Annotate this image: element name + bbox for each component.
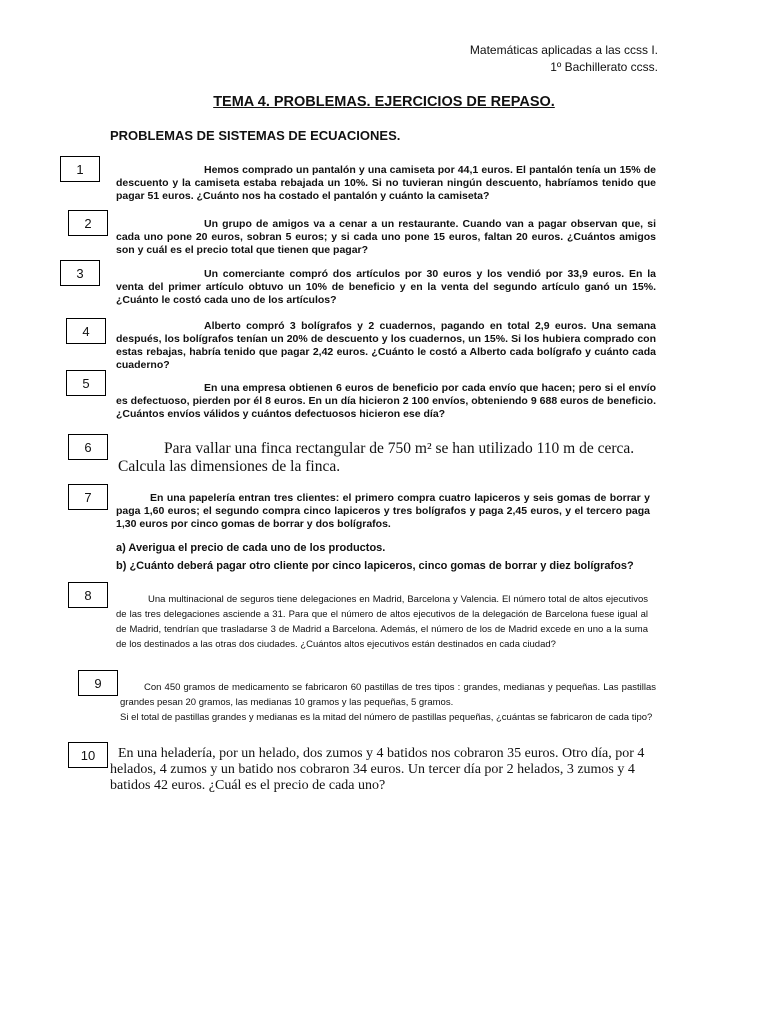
problem-text: Para vallar una finca rectangular de 750 m² se han utilizado 110 m de cerca. Calcula las dimensiones de la finca. xyxy=(118,440,635,475)
problem-number-box: 3 xyxy=(60,260,100,286)
problem-number-box: 4 xyxy=(66,318,106,344)
problem-text: Un grupo de amigos va a cenar a un restaurante. Cuando van a pagar observan que, si cada uno pone 20 euros, sobran 5 euros; y si cada uno pone 15 euros, faltan 20 euros. ¿Cuántos amigos son y cuál es el precio total que tienen que pagar? xyxy=(116,218,656,256)
document-header xyxy=(470,42,658,76)
problem-subquestion-b: b) ¿Cuánto deberá pagar otro cliente por cinco lapiceros, cinco gomas de borrar y diez bolígrafos? xyxy=(116,560,634,572)
problem-text: En una heladería, por un helado, dos zumos y 4 batidos nos cobraron 35 euros. Otro día, por 4 helados, 4 zumos y un batido nos cobraron 34 euros. Un tercer día por 2 helados, 3 zumos y 4 batidos 42 euros. ¿Cuál es el precio de cada uno? xyxy=(110,746,645,793)
problem-text: Alberto compró 3 bolígrafos y 2 cuadernos, pagando en total 2,9 euros. Una semana después, los bolígrafos tenían un 20% de descuento y los cuadernos, un 15%. Si los hubiera comprado con estas rebajas, habría tenido que pagar 2,42 euros. ¿Cuánto le costó a Alberto cada bolígrafo y cuánto cada cuaderno? xyxy=(116,320,656,371)
problem-text: Hemos comprado un pantalón y una camiseta por 44,1 euros. El pantalón tenía un 15% de descuento y la camiseta estaba rebajada un 10%. Si no tuvieran ningún descuento, habríamos tenido que pagar 51 euros. ¿Cuánto nos ha costado el pantalón y cuánto la camiseta? xyxy=(116,164,656,202)
problem-number-box: 1 xyxy=(60,156,100,182)
section-subtitle: PROBLEMAS DE SISTEMAS DE ECUACIONES. xyxy=(110,128,401,143)
problem-number-box: 8 xyxy=(68,582,108,608)
problem-text: Una multinacional de seguros tiene delegaciones en Madrid, Barcelona y Valencia. El número total de altos ejecutivos de las tres delegaciones asciende a 31. Para que el número de altos ejecutivos de la delegación de Barcelona fuese igual al de Madrid, tendrían que trasladarse 3 de Madrid a Barcelona. Además, el número de los de Madrid excede en uno a la suma de los destinados a las otras dos ciudades. ¿Cuántos altos ejecutivos están destinados en cada ciudad? xyxy=(116,594,648,650)
problem-number-box: 10 xyxy=(68,742,108,768)
problem-number-box: 2 xyxy=(68,210,108,236)
problem-text-continued: Si el total de pastillas grandes y medianas es la mitad del número de pastillas pequeñas, ¿cuántas se fabricaron de cada tipo? xyxy=(120,712,653,723)
page-title: TEMA 4. PROBLEMAS. EJERCICIOS DE REPASO. xyxy=(213,94,555,110)
problem-number-box: 9 xyxy=(78,670,118,696)
problem-text: En una papelería entran tres clientes: el primero compra cuatro lapiceros y seis gomas de borrar y paga 1,60 euros; el segundo compra cinco lapiceros y tres bolígrafos y paga 2,45 euros, y el tercero paga 1,30 euros por cinco gomas de borrar y dos bolígrafos. xyxy=(116,492,650,530)
course-name: Matemáticas aplicadas a las ccss I. xyxy=(469,43,658,57)
problem-text: En una empresa obtienen 6 euros de beneficio por cada envío que hacen; pero si el envío es defectuoso, pierden por él 8 euros. En un día hicieron 2 100 envíos, obteniendo 9 688 euros de beneficio. ¿Cuántos envíos válidos y cuántos defectuosos hicieron ese día? xyxy=(116,382,656,420)
problem-text: Con 450 gramos de medicamento se fabricaron 60 pastillas de tres tipos : grandes, medianas y pequeñas. Las pastillas grandes pesan 20 gramos, las medianas 10 gramos y las pequeñas, 5 gramos. xyxy=(120,682,656,708)
problem-number-box: 7 xyxy=(68,484,108,510)
problem-number-box: 6 xyxy=(68,434,108,460)
problem-text: Un comerciante compró dos artículos por 30 euros y los vendió por 33,9 euros. En la venta del primer artículo obtuvo un 10% de beneficio y en la venta del segundo artículo ganó un 15%. ¿Cuánto le costó cada uno de los artículos? xyxy=(116,268,656,306)
problem-subquestion-a: a) Averigua el precio de cada uno de los productos. xyxy=(116,542,386,554)
course-level: 1º Bachillerato ccss. xyxy=(550,60,658,74)
problem-number-box: 5 xyxy=(66,370,106,396)
